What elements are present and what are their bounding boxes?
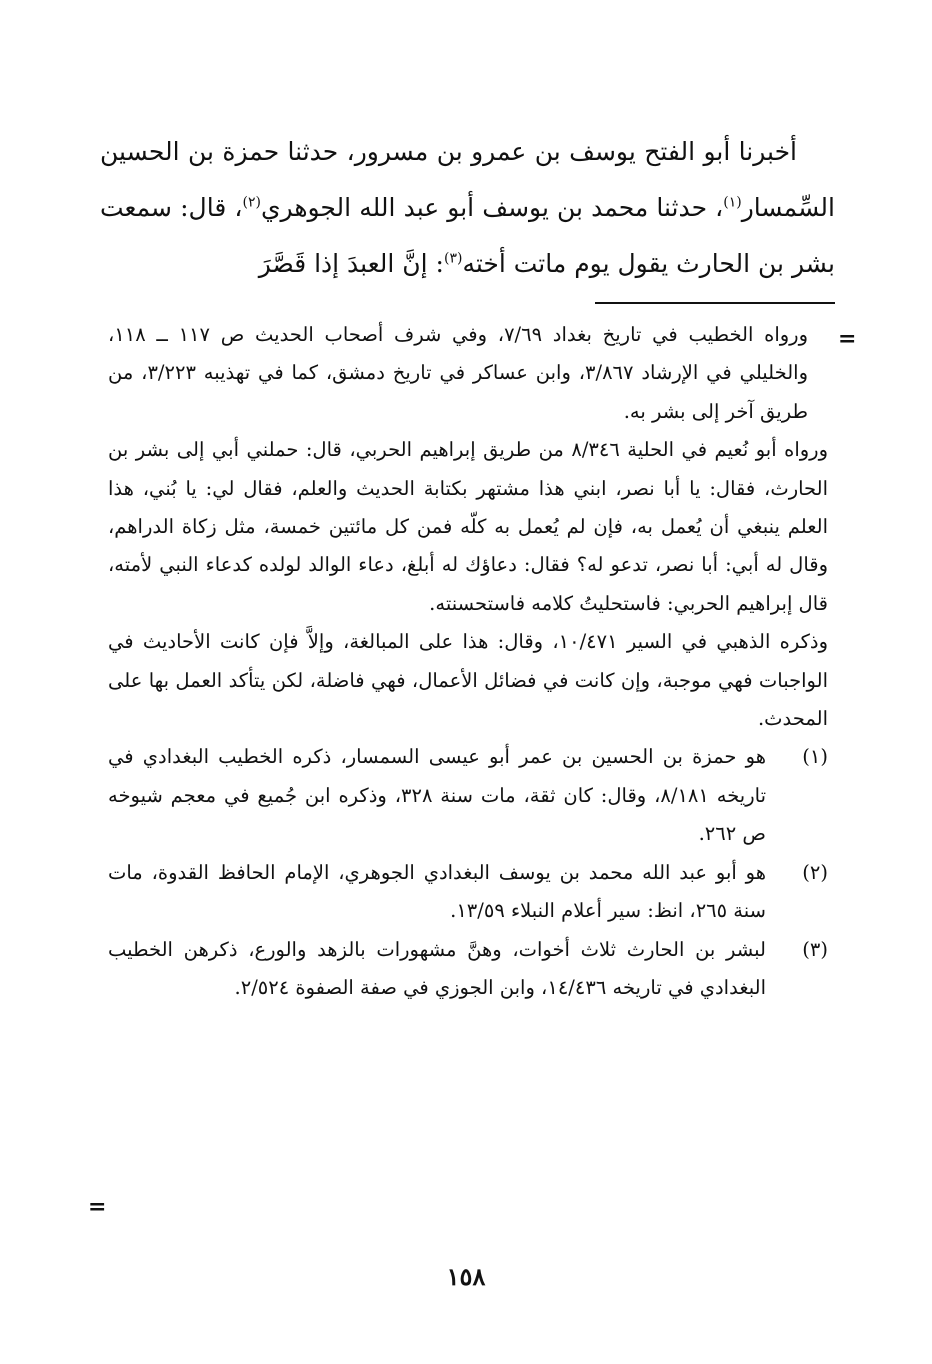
main-line-1: أخبرنا أبو الفتح يوسف بن عمرو بن مسرور، حدثنا حمزة بن xyxy=(187,137,797,166)
main-line-3b: : إنَّ العبدَ إذا قَصَّرَ xyxy=(258,249,444,278)
footnote-ref-2[interactable]: (٢) xyxy=(242,194,261,211)
main-text xyxy=(100,124,835,292)
footnote-number: (٢) xyxy=(802,860,828,884)
footnote-ref-3[interactable]: (٣) xyxy=(443,250,463,267)
footnote-text: لبشر بن الحارث ثلاث أخوات، وهنَّ مشهورات بالزهد والورع، ذكرهن الخطيب البغدادي في تاريخه ١٤/٤٣٦، وابن الجوزي في صفة الصفوة ٢/٥٢٤. xyxy=(108,937,766,999)
page-number: ١٥٨ xyxy=(446,1262,486,1291)
continuation-mark-bottom: = xyxy=(88,1194,107,1220)
footnote-text: هو حمزة بن الحسين بن عمر أبو عيسى السمسار، ذكره الخطيب البغدادي في تاريخه ٨/١٨١، وقال: كان ثقة، مات سنة ٣٢٨، وذكره ابن جُميع في معجم شيوخه ص ٢٦٢. xyxy=(108,745,767,846)
main-paragraph xyxy=(100,124,835,292)
footnotes-section xyxy=(108,316,828,1007)
continued-note-paragraph-1: ورواه الخطيب في تاريخ بغداد ٧/٦٩، وفي شرف أصحاب الحديث ص ١١٧ ــ ١١٨، والخليلي في الإرشاد ٣/٨٦٧، وابن عساكر في تاريخ دمشق، كما في تهذيبه ٣/٢٢٣، من طريق آخر إلى بشر به. xyxy=(108,323,809,423)
footnote-number: (١) xyxy=(802,745,828,769)
footnote-ref-1[interactable]: (١) xyxy=(723,194,742,211)
continued-note-paragraph-2: ورواه أبو نُعيم في الحلية ٨/٣٤٦ من طريق إبراهيم الحربي، قال: حملني أبي إلى بشر بن الحارث، فقال: يا أبا نصر، ابني هذا مشتهر بكتابة الحديث والعلم، فقال لي: يا بُني، هذا العلم ينبغي أن يُعمل به، فإن لم يُعمل به كلّه فمن كل مائتين خمسة، مثل زكاة الدراهم، وقال له أبي: أبا نصر، تدعو له؟ فقال: دعاؤك له أبلغ، دعاء الوالد لولده كدعاء النبي لأمته، قال إبراهيم الحربي: فاستحليتُ كلامه فاستحسنته. xyxy=(108,438,829,615)
main-line-2b: ، حدثنا محمد بن يوسف أبو عبد الله الجوهري xyxy=(260,193,724,222)
main-line-3a: قال: سمعت بشر بن الحارث يقول يوم ماتت أخته xyxy=(100,193,835,278)
continued-note-paragraph-3: وذكره الذهبي في السير ١٠/٤٧١، وقال: هذا على المبالغة، وإلاَّ فإن كانت الأحاديث في الواجبات فهي موجبة، وإن كانت في فضائل الأعمال، فهي فاضلة، لكن يتأكد العمل بها على المحدث. xyxy=(108,630,828,731)
main-line-2a: الحسين السِّمسار xyxy=(100,137,835,222)
footnote-1 xyxy=(108,738,828,853)
footnote-3 xyxy=(108,931,828,1008)
footnote-2 xyxy=(108,854,828,931)
continuation-mark-top: = xyxy=(838,326,857,352)
main-line-2c: ، xyxy=(234,193,243,222)
footnote-text: هو أبو عبد الله محمد بن يوسف البغدادي الجوهري، الإمام الحافظ القدوة، مات سنة ٢٦٥، انظ: سير أعلام النبلاء ١٣/٥٩. xyxy=(108,860,766,923)
footnote-number: (٣) xyxy=(802,937,828,961)
footnote-divider xyxy=(595,302,835,304)
